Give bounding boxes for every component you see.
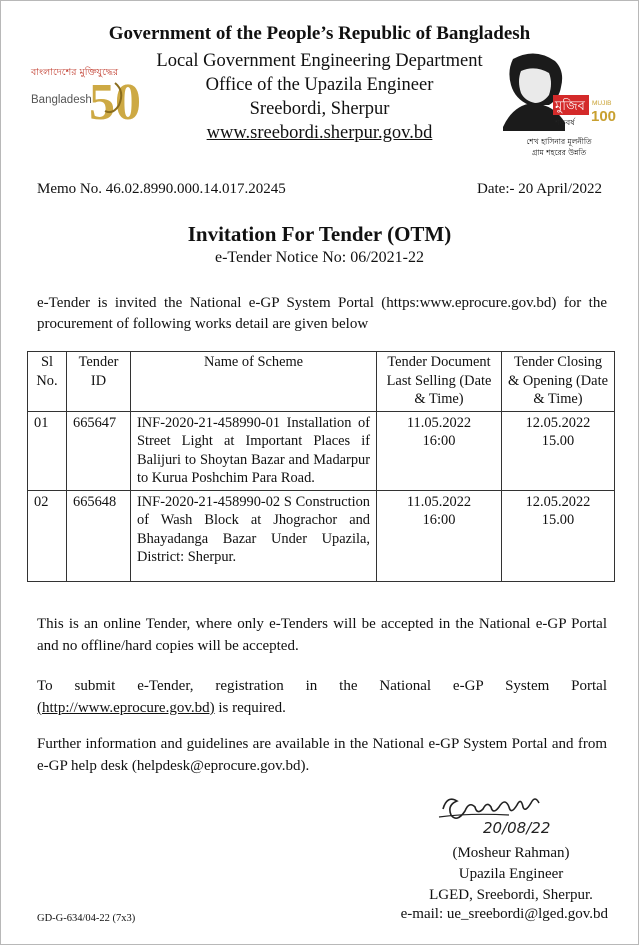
memo-number: Memo No. 46.02.8990.000.14.017.20245 <box>37 181 286 197</box>
header-sl: Sl No. <box>28 352 67 412</box>
memo-date: Date:- 20 April/2022 <box>477 181 602 197</box>
signature-image <box>431 787 591 839</box>
row-sl: 02 <box>28 490 67 581</box>
table-header-row <box>28 352 615 412</box>
footer-code: GD-G-634/04-22 (7x3) <box>37 913 136 924</box>
shatabarsha-text: শতবর্ষ <box>555 118 575 127</box>
signatory-block <box>381 843 641 906</box>
page-title: Invitation For Tender (OTM) <box>187 222 452 246</box>
submit-suffix: is required. <box>214 700 286 716</box>
header-closing: Tender Closing & Opening (Date & Time) <box>502 352 615 412</box>
logo-caption-1: শেখ হাসিনার মূলনীতি <box>526 137 592 146</box>
row-tender-id: 665648 <box>67 490 131 581</box>
notice-number: e-Tender Notice No: 06/2021-22 <box>214 249 425 266</box>
eprocure-link[interactable]: (http://www.eprocure.gov.bd) <box>37 700 215 716</box>
row-close-time: 15.00 <box>541 512 575 528</box>
row-scheme: INF-2020-21-458990-02 S Construction of Wash Block at Jhograchor and Bhayadanga Bazar Under Upazila, District: Sherpur. <box>131 490 377 581</box>
header-scheme: Name of Scheme <box>131 352 377 412</box>
logo-country-text: Bangladesh <box>31 94 92 106</box>
row-doc-time: 16:00 <box>422 512 456 528</box>
office-location: Sreebordi, Sherpur <box>249 99 390 119</box>
logo-caption-2: গ্রাম শহরের উন্নতি <box>531 148 587 157</box>
row-doc-datetime <box>377 490 502 581</box>
signature-date: 20/08/22 <box>483 819 551 837</box>
mujib-en-text: MUJIB <box>592 100 612 107</box>
mujib-bangla-text: মুজিব <box>555 99 585 114</box>
submit-text: To submit e-Tender, registration in the National e-GP System Portal <box>37 678 607 694</box>
table-row <box>28 490 615 581</box>
logo-bangla-text: বাংলাদেশের মুক্তিযুদ্ধের <box>31 67 119 78</box>
intro-paragraph: e-Tender is invited the National e-GP System Portal (https:www.eprocure.gov.bd) for the procurement of following works detail are given below <box>37 295 607 332</box>
header-doc-selling: Tender Document Last Selling (Date & Time) <box>377 352 502 412</box>
row-close-date: 12.05.2022 <box>525 414 591 431</box>
table-row <box>28 411 615 490</box>
department-name: Local Government Engineering Department <box>156 51 483 71</box>
signatory-org: LGED, Sreebordi, Sherpur. <box>429 887 593 903</box>
row-close-time: 15.00 <box>541 433 575 449</box>
government-title: Government of the People’s Republic of Bangladesh <box>108 23 531 44</box>
row-close-date: 12.05.2022 <box>525 493 591 510</box>
row-doc-date: 11.05.2022 <box>406 414 472 431</box>
further-info-paragraph: Further information and guidelines are available in the National e-GP System Portal and from e-GP help desk (helpdesk@eprocure.gov.bd). <box>37 736 607 774</box>
signatory-name: (Mosheur Rahman) <box>452 845 570 861</box>
online-tender-paragraph: This is an online Tender, where only e-Tenders will be accepted in the National e-GP Portal and no offline/hard copies will be accepted. <box>37 616 607 654</box>
row-doc-date: 11.05.2022 <box>406 493 472 510</box>
header-tender-id: Tender ID <box>67 352 131 412</box>
row-sl: 01 <box>28 411 67 490</box>
logo-fifty-text: 50 <box>89 74 141 131</box>
signatory-designation: Upazila Engineer <box>458 866 564 882</box>
row-doc-datetime <box>377 411 502 490</box>
tender-table <box>27 351 615 582</box>
website-link[interactable]: www.sreebordi.sherpur.gov.bd <box>206 123 433 143</box>
submit-paragraph <box>37 675 607 719</box>
row-close-datetime <box>502 411 615 490</box>
row-tender-id: 665647 <box>67 411 131 490</box>
signatory-email[interactable]: e-mail: ue_sreebordi@lged.gov.bd <box>400 906 608 922</box>
office-name: Office of the Upazila Engineer <box>205 75 434 95</box>
row-scheme: INF-2020-21-458990-01 Installation of Street Light at Important Places if Balijuri to Shoytan Bazar and Madarpur to Kurua Poshchim Para Road. <box>131 411 377 490</box>
row-doc-time: 16:00 <box>422 433 456 449</box>
hundred-text: 100 <box>591 108 617 125</box>
row-close-datetime <box>502 490 615 581</box>
